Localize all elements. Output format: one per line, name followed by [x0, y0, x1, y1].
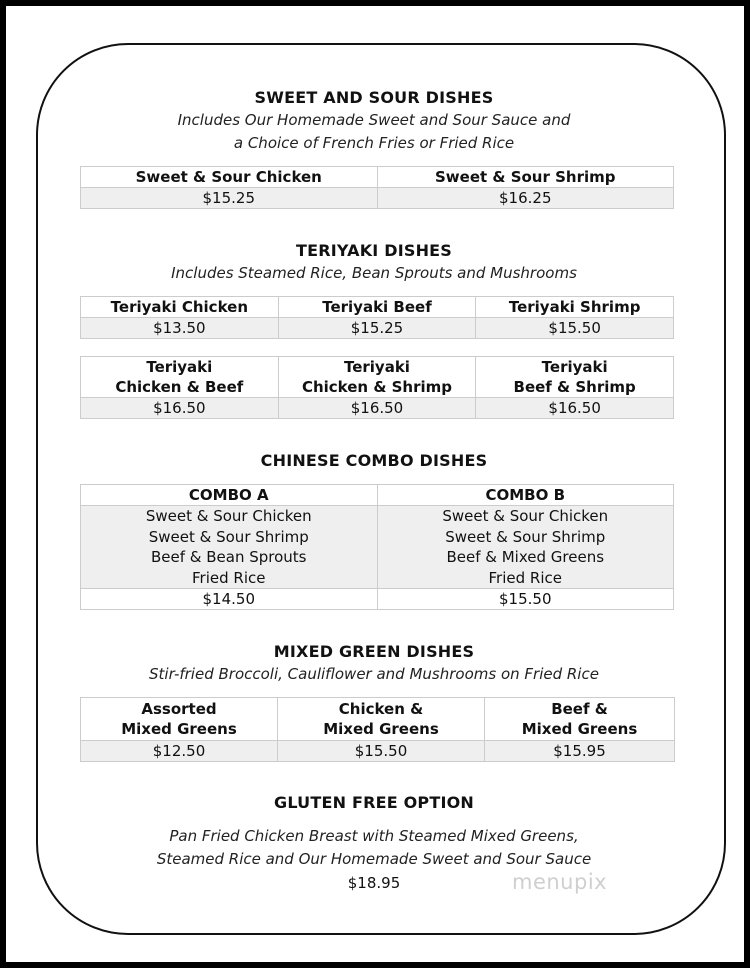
dish-price: $15.95: [485, 741, 675, 762]
dish-name-cell: [81, 357, 279, 398]
teriyaki-table-1: [80, 296, 674, 339]
dish-price: $12.50: [81, 741, 278, 762]
combo-item: Sweet & Sour Shrimp: [445, 527, 606, 546]
dish-name-cell: [278, 698, 485, 741]
teriyaki-header: [74, 240, 674, 285]
teriyaki-table-2: [80, 356, 674, 419]
dish-name: Teriyaki Beef: [278, 297, 476, 318]
section-title: MIXED GREEN DISHES: [273, 642, 475, 661]
dish-name: Teriyaki Chicken: [81, 297, 279, 318]
dish-name: Teriyaki Shrimp: [476, 297, 674, 318]
combo-contents: [81, 506, 378, 589]
dish-name-cell: [81, 698, 278, 741]
combo-name: COMBO A: [81, 485, 378, 506]
sweet-sour-table: [80, 166, 674, 209]
combo-item: Sweet & Sour Chicken: [145, 507, 312, 525]
section-title: CHINESE COMBO DISHES: [260, 451, 488, 470]
section-description: Steamed Rice and Our Homemade Sweet and Sour Sauce: [156, 850, 592, 868]
dish-name: Sweet & Sour Chicken: [81, 167, 378, 188]
dish-price: $18.95: [347, 874, 401, 892]
dish-name: Assorted: [141, 700, 217, 718]
dish-name-cell: [278, 357, 476, 398]
dish-price: $16.50: [278, 398, 476, 419]
mixed-green-table: [80, 697, 675, 762]
combo-price: $15.50: [377, 589, 674, 610]
combo-header: [74, 450, 674, 472]
dish-name: Mixed Greens: [121, 720, 237, 738]
dish-price: $15.50: [476, 318, 674, 339]
combo-item: Beef & Bean Sprouts: [150, 548, 307, 566]
dish-name-cell: [476, 357, 674, 398]
combo-item: Sweet & Sour Chicken: [442, 507, 609, 525]
section-description: Pan Fried Chicken Breast with Steamed Mixed Greens,: [169, 827, 579, 845]
section-title: TERIYAKI DISHES: [295, 241, 453, 260]
dish-price: $16.50: [81, 398, 279, 419]
watermark-logo: menupix: [512, 870, 608, 894]
combo-name: COMBO B: [377, 485, 674, 506]
combo-item: Beef & Mixed Greens: [446, 548, 605, 566]
dish-name: Teriyaki: [343, 358, 410, 376]
dish-name: Teriyaki: [146, 358, 213, 376]
dish-price: $15.25: [81, 188, 378, 209]
dish-name: Mixed Greens: [323, 720, 439, 738]
dish-name: Beef & Shrimp: [513, 378, 636, 396]
section-description: Includes Our Homemade Sweet and Sour Sauce and: [177, 111, 571, 129]
dish-name-cell: [485, 698, 675, 741]
dish-price: $15.25: [278, 318, 476, 339]
dish-price: $16.50: [476, 398, 674, 419]
dish-name: Mixed Greens: [521, 720, 638, 738]
dish-price: $16.25: [377, 188, 674, 209]
section-title: GLUTEN FREE OPTION: [273, 793, 475, 812]
combo-item: Fried Rice: [192, 568, 266, 587]
combo-item: Sweet & Sour Shrimp: [148, 527, 309, 546]
combo-price: $14.50: [81, 589, 378, 610]
dish-name: Sweet & Sour Shrimp: [377, 167, 674, 188]
section-description: Stir-fried Broccoli, Cauliflower and Mushrooms on Fried Rice: [149, 665, 599, 683]
section-title: SWEET AND SOUR DISHES: [254, 88, 494, 107]
mixed-green-header: [74, 641, 674, 686]
dish-name: Beef &: [551, 700, 608, 718]
sweet-sour-header: [74, 87, 674, 155]
dish-name: Chicken & Beef: [115, 378, 244, 396]
combo-contents: [377, 506, 674, 589]
section-description: Includes Steamed Rice, Bean Sprouts and Mushrooms: [171, 264, 577, 282]
combo-item: Fried Rice: [488, 568, 562, 587]
combo-table: [80, 484, 674, 610]
dish-price: $13.50: [81, 318, 279, 339]
dish-name: Teriyaki: [541, 358, 608, 376]
dish-price: $15.50: [278, 741, 485, 762]
dish-name: Chicken &: [338, 700, 424, 718]
section-description: a Choice of French Fries or Fried Rice: [233, 134, 515, 152]
dish-name: Chicken & Shrimp: [301, 378, 453, 396]
